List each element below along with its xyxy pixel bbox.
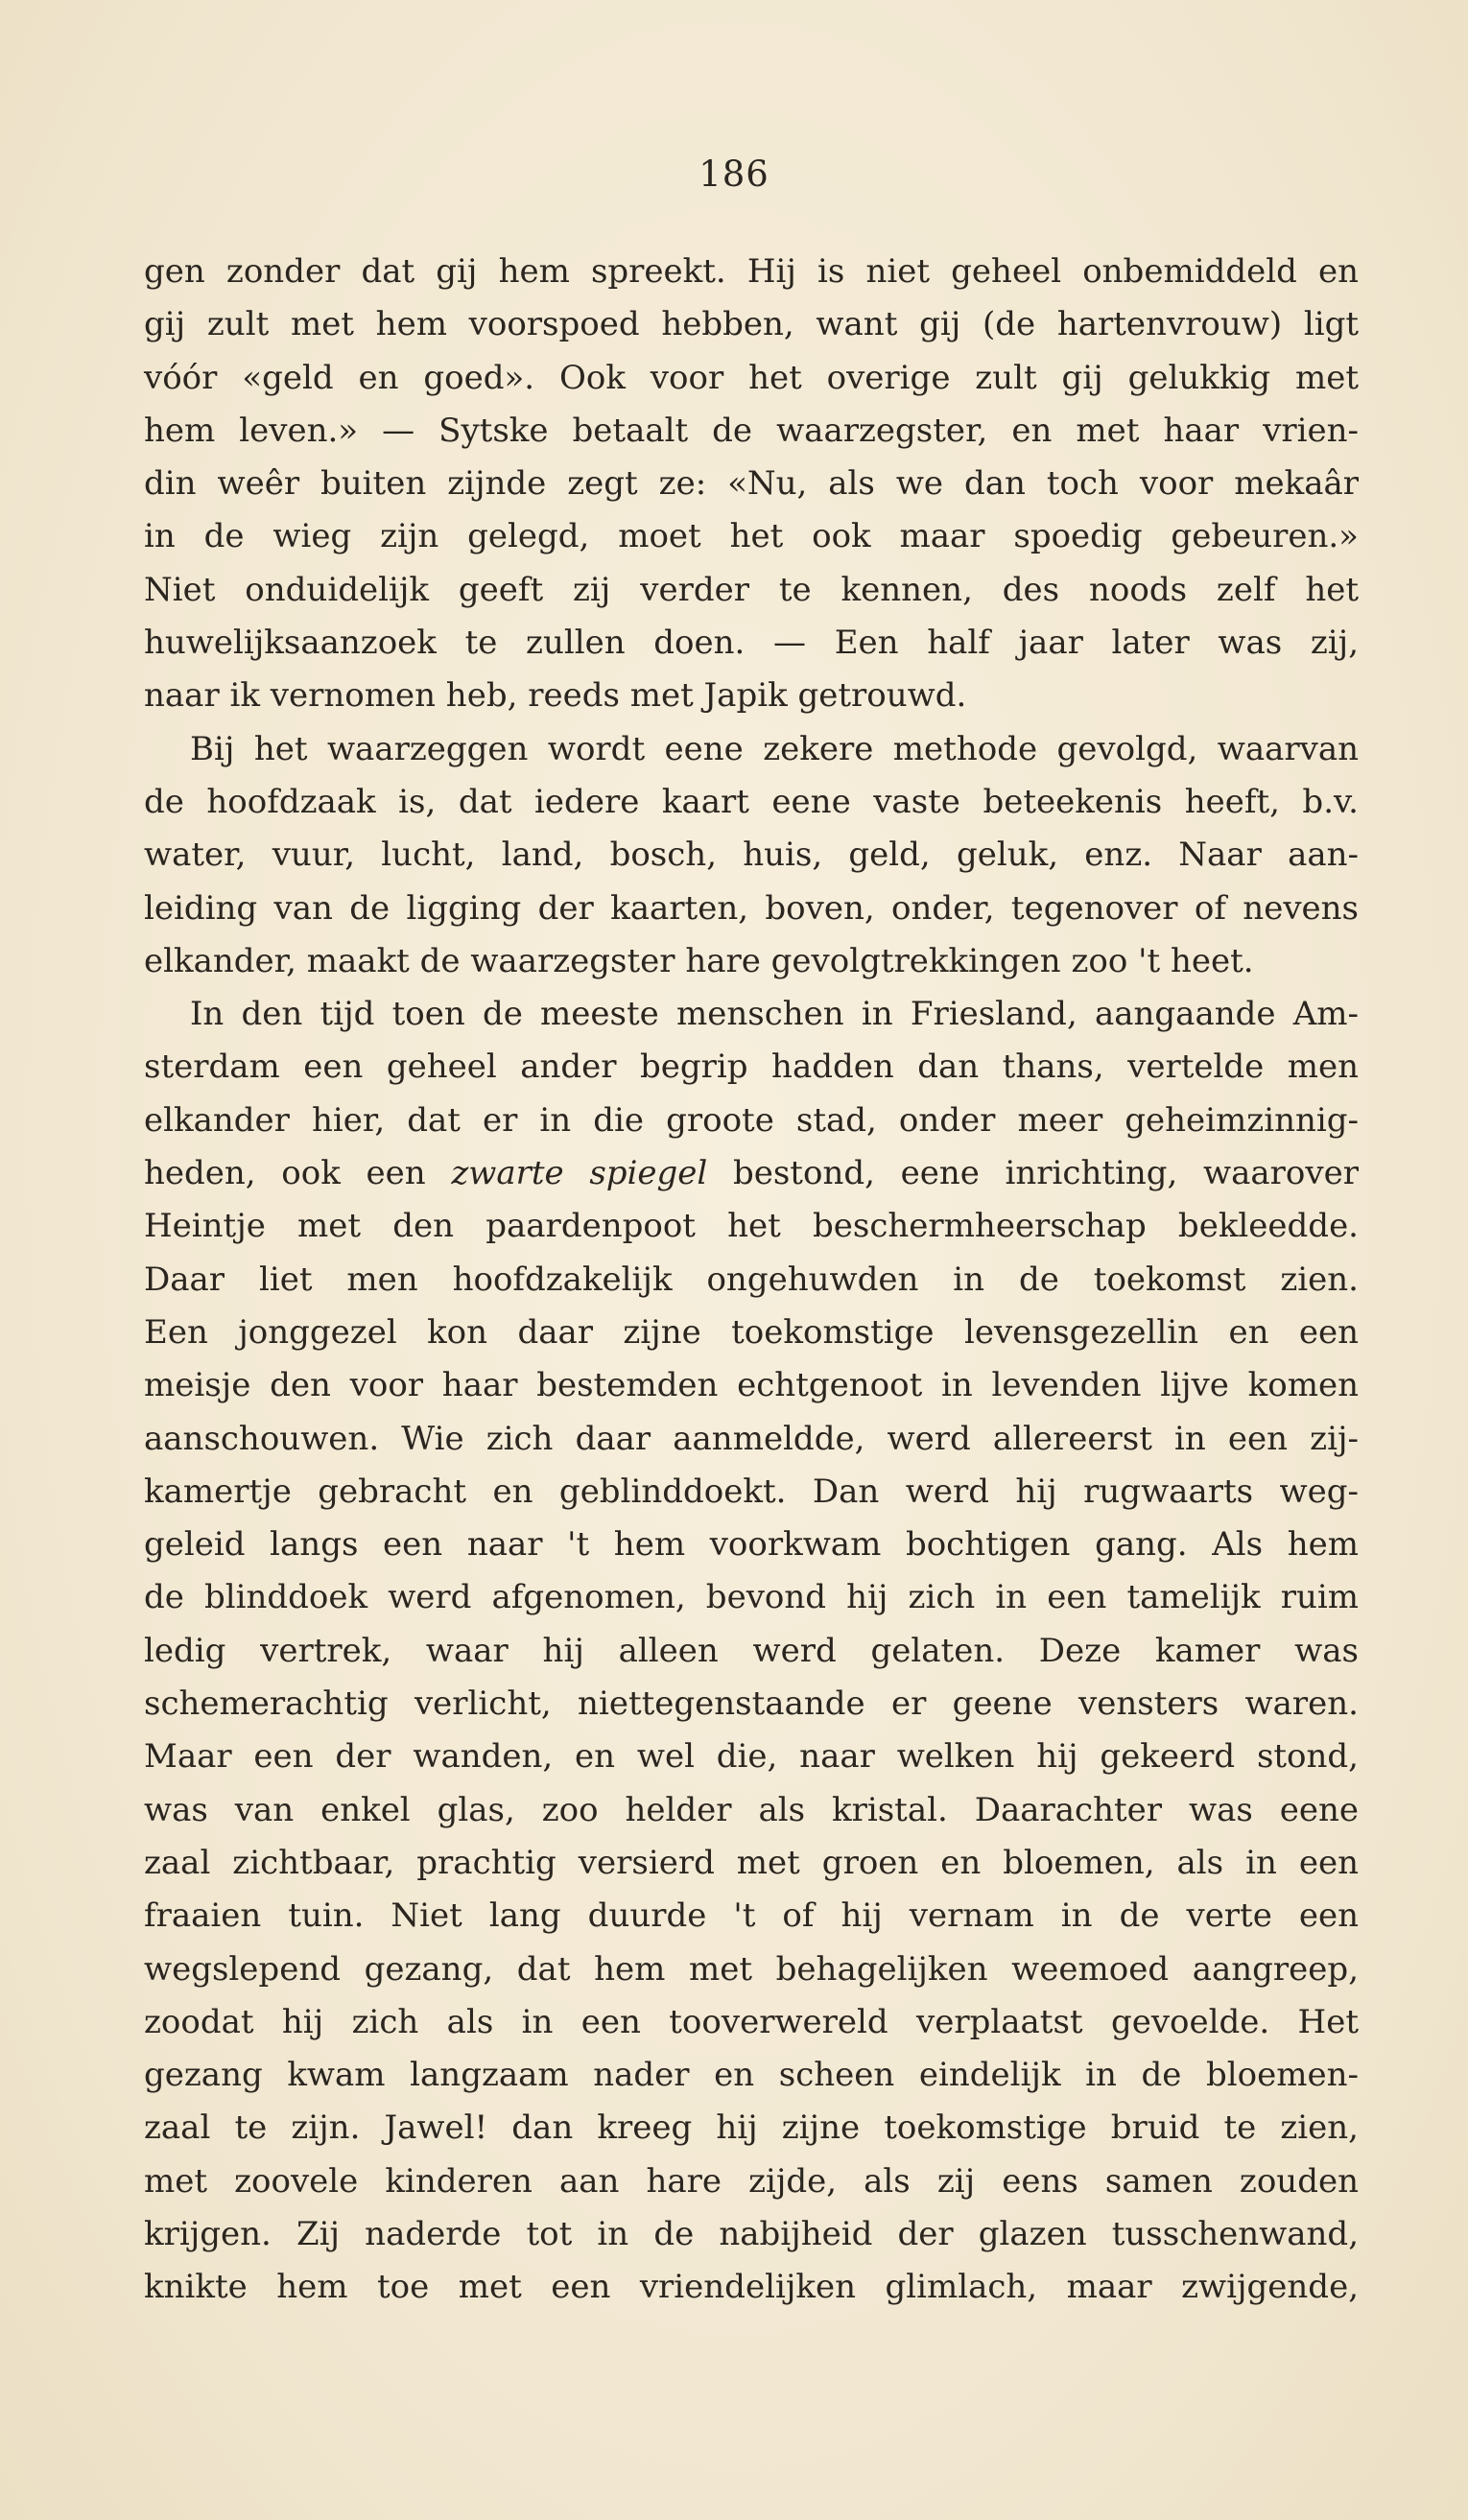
text-line: gij zult met hem voorspoed hebben, want gij (de hartenvrouw) ligt <box>144 305 1359 344</box>
text-run: heden, ook een <box>144 1154 452 1193</box>
text-line: geleid langs een naar 't hem voorkwam bochtigen gang. Als hem <box>144 1525 1359 1565</box>
text-line: Niet onduidelijk geeft zij verder te kennen, des noods zelf het <box>144 570 1359 609</box>
text-line: meisje den voor haar bestemden echtgenoot in levenden lijve komen <box>144 1366 1359 1405</box>
text-line: in de wieg zijn gelegd, moet het ook maar spoedig gebeuren.» <box>144 517 1359 556</box>
text-line: de hoofdzaak is, dat iedere kaart eene vaste beteekenis heeft, b.v. <box>144 782 1359 821</box>
text-line: zoodat hij zich als in een tooverwereld verplaatst gevoelde. Het <box>144 2002 1359 2041</box>
text-line: leiding van de ligging der kaarten, boven, onder, tegenover of nevens <box>144 888 1359 928</box>
text-line: zaal te zijn. Jawel! dan kreeg hij zijne toekomstige bruid te zien, <box>144 2108 1359 2148</box>
text-line: Maar een der wanden, en wel die, naar welken hij gekeerd stond, <box>144 1737 1359 1777</box>
text-line: Een jonggezel kon daar zijne toekomstige levensgezellin en een <box>144 1312 1359 1352</box>
text-line: Heintje met den paardenpoot het beschermheerschap bekleedde. <box>144 1207 1359 1246</box>
text-line: zaal zichtbaar, prachtig versierd met groen en bloemen, als in een <box>144 1843 1359 1882</box>
text-line: sterdam een geheel ander begrip hadden dan thans, vertelde men <box>144 1048 1359 1087</box>
text-line: was van enkel glas, zoo helder als kristal. Daarachter was eene <box>144 1790 1359 1829</box>
text-line: wegslepend gezang, dat hem met behagelijken weemoed aangreep, <box>144 1949 1359 1989</box>
text-line: gen zonder dat gij hem spreekt. Hij is niet geheel onbemiddeld en <box>144 252 1359 291</box>
text-line: de blinddoek werd afgenomen, bevond hij zich in een tamelijk ruim <box>144 1578 1359 1617</box>
text-line: hem leven.» — Sytske betaalt de waarzegster, en met haar vrien- <box>144 411 1359 450</box>
text-line: gezang kwam langzaam nader en scheen eindelijk in de bloemen- <box>144 2056 1359 2095</box>
text-line: vóór «geld en goed». Ook voor het overige zult gij gelukkig met <box>144 358 1359 397</box>
text-line: huwelijksaanzoek te zullen doen. — Een half jaar later was zij, <box>144 624 1359 663</box>
text-line: din weêr buiten zijnde zegt ze: «Nu, als we dan toch voor mekaâr <box>144 464 1359 504</box>
text-line: elkander, maakt de waarzegster hare gevolgtrekkingen zoo 't heet. <box>144 941 1254 980</box>
paragraph-start-line: In den tijd toen de meeste menschen in Friesland, aangaande Am- <box>190 995 1359 1034</box>
paragraph-start-line: Bij het waarzeggen wordt eene zekere methode gevolgd, waarvan <box>190 729 1359 768</box>
text-line: schemerachtig verlicht, niettegenstaande er geene vensters waren. <box>144 1684 1359 1724</box>
text-line: kamertje gebracht en geblinddoekt. Dan werd hij rugwaarts weg- <box>144 1472 1359 1511</box>
text-line: fraaien tuin. Niet lang duurde 't of hij vernam in de verte een <box>144 1896 1359 1936</box>
text-line: naar ik vernomen heb, reeds met Japik getrouwd. <box>144 676 967 716</box>
text-line-with-emphasis <box>144 1147 1359 1200</box>
body-text <box>144 246 1359 2315</box>
text-line: Daar liet men hoofdzakelijk ongehuwden in de toekomst zien. <box>144 1260 1359 1299</box>
text-line: met zoovele kinderen aan hare zijde, als zij eens samen zouden <box>144 2161 1359 2201</box>
text-line: krijgen. Zij naderde tot in de nabijheid der glazen tusschenwand, <box>144 2214 1359 2253</box>
text-line: aanschouwen. Wie zich daar aanmeldde, werd allereerst in een zij- <box>144 1419 1359 1458</box>
text-run: bestond, eene inrichting, waarover <box>707 1154 1359 1193</box>
text-line: knikte hem toe met een vriendelijken glimlach, maar zwijgende, <box>144 2268 1359 2307</box>
text-line: elkander hier, dat er in die groote stad, onder meer geheimzinnig- <box>144 1100 1359 1140</box>
page-number: 186 <box>698 153 770 195</box>
text-line: water, vuur, lucht, land, bosch, huis, geld, geluk, enz. Naar aan- <box>144 836 1359 875</box>
emphasized-term: zwarte spiegel <box>451 1154 708 1193</box>
text-line: ledig vertrek, waar hij alleen werd gelaten. Deze kamer was <box>144 1631 1359 1670</box>
